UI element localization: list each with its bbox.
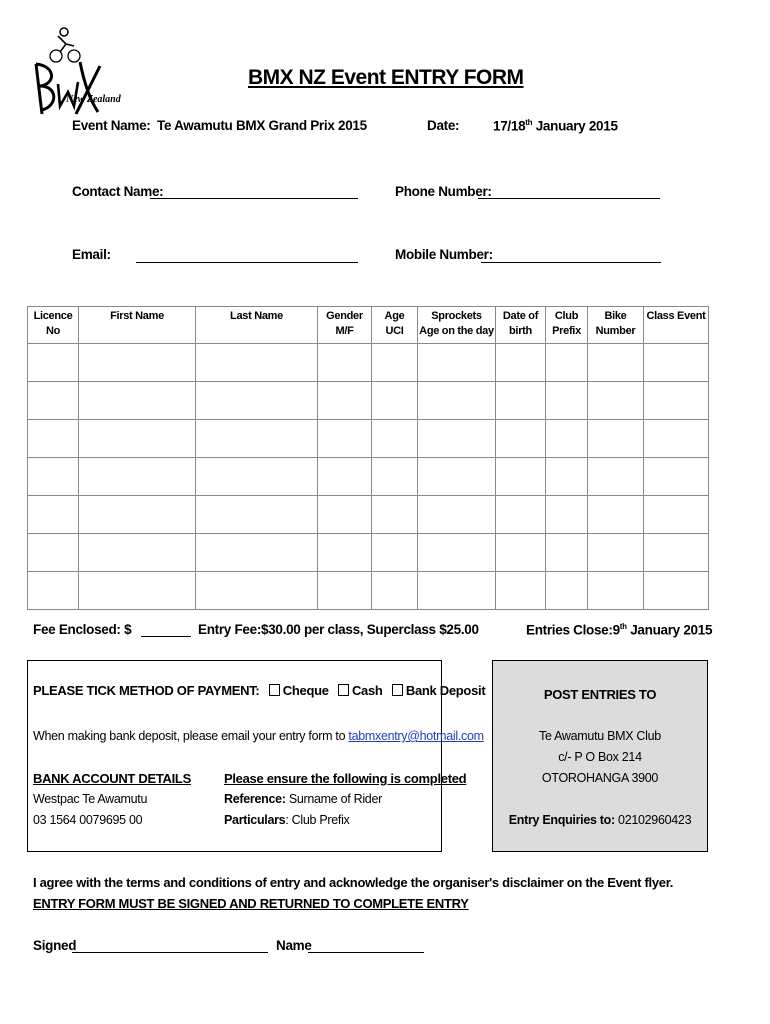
signed-label: Signed [33, 938, 77, 953]
table-cell[interactable] [496, 458, 546, 496]
date-value-prefix: 17/18 [493, 118, 526, 134]
cheque-label: Cheque [282, 683, 329, 698]
mobile-number-field[interactable] [481, 262, 661, 263]
table-cell[interactable] [318, 496, 372, 534]
bank-deposit-note [33, 729, 484, 743]
column-header-gender: Gender M/F [318, 307, 372, 344]
table-row [28, 496, 709, 534]
contact-name-field[interactable] [150, 198, 358, 199]
table-cell[interactable] [196, 534, 318, 572]
bank-name: Westpac Te Awamutu [33, 792, 148, 806]
table-cell[interactable] [588, 534, 644, 572]
phone-number-label: Phone Number: [395, 184, 492, 199]
particulars-value: : Club Prefix [285, 813, 350, 827]
bank-email-link[interactable]: tabmxentry@hotmail.com [348, 729, 484, 743]
table-cell[interactable] [588, 344, 644, 382]
table-cell[interactable] [79, 534, 196, 572]
table-cell[interactable] [372, 572, 418, 610]
table-cell[interactable] [79, 344, 196, 382]
reference-label: Reference: [224, 792, 286, 806]
table-cell[interactable] [79, 382, 196, 420]
payment-method-row [33, 683, 485, 698]
table-cell[interactable] [496, 534, 546, 572]
table-cell[interactable] [28, 572, 79, 610]
table-cell[interactable] [546, 496, 588, 534]
table-cell[interactable] [418, 344, 496, 382]
column-header-club-prefix: Club Prefix [546, 307, 588, 344]
table-cell[interactable] [496, 420, 546, 458]
table-cell[interactable] [644, 572, 709, 610]
table-cell[interactable] [496, 382, 546, 420]
table-cell[interactable] [588, 420, 644, 458]
cash-label: Cash [351, 683, 383, 698]
payment-method-heading: PLEASE TICK METHOD OF PAYMENT: [33, 683, 260, 698]
table-cell[interactable] [644, 458, 709, 496]
ensure-heading: Please ensure the following is completed [224, 771, 467, 786]
enquiries-label: Entry Enquiries to: [508, 813, 615, 827]
table-cell[interactable] [546, 534, 588, 572]
table-cell[interactable] [28, 382, 79, 420]
account-number: 03 1564 0079695 00 [33, 813, 143, 827]
table-cell[interactable] [372, 344, 418, 382]
column-header-last-name: Last Name [196, 307, 318, 344]
entries-close-suffix: January 2015 [626, 622, 713, 638]
table-header-row [28, 307, 709, 344]
table-row [28, 572, 709, 610]
table-cell[interactable] [418, 382, 496, 420]
email-field[interactable] [136, 262, 358, 263]
column-header-age: Age UCI [372, 307, 418, 344]
fee-enclosed-label: Fee Enclosed: $ [33, 622, 132, 637]
reference-row [224, 792, 382, 806]
table-cell[interactable] [28, 458, 79, 496]
table-cell[interactable] [196, 344, 318, 382]
table-row [28, 458, 709, 496]
post-entries-box [492, 660, 708, 852]
table-cell[interactable] [644, 534, 709, 572]
table-cell[interactable] [196, 382, 318, 420]
entries-close-sup: th [619, 622, 627, 631]
table-cell[interactable] [196, 572, 318, 610]
entries-table [27, 306, 709, 610]
table-cell[interactable] [546, 344, 588, 382]
table-cell[interactable] [546, 458, 588, 496]
table-cell[interactable] [79, 572, 196, 610]
logo-subtitle: New Zealand [66, 94, 121, 105]
column-header-date-of-birth: Date of birth [496, 307, 546, 344]
column-header-first-name: First Name [79, 307, 196, 344]
table-cell[interactable] [318, 534, 372, 572]
mobile-number-label: Mobile Number: [395, 247, 493, 262]
table-cell[interactable] [318, 382, 372, 420]
particulars-row [224, 813, 350, 827]
table-cell[interactable] [496, 496, 546, 534]
table-row [28, 382, 709, 420]
table-cell[interactable] [318, 420, 372, 458]
event-name-value: Te Awamutu BMX Grand Prix 2015 [157, 118, 367, 133]
bank-details-heading: BANK ACCOUNT DETAILS [33, 771, 191, 786]
table-cell[interactable] [418, 458, 496, 496]
table-row [28, 420, 709, 458]
name-label: Name [276, 938, 312, 953]
date-value-suffix: January 2015 [532, 118, 618, 134]
email-label: Email: [72, 247, 111, 262]
contact-name-label: Contact Name: [72, 184, 164, 199]
column-header-sprockets: Sprockets Age on the day [418, 307, 496, 344]
table-cell[interactable] [372, 382, 418, 420]
cheque-checkbox[interactable] [269, 684, 280, 696]
agreement-statement: I agree with the terms and conditions of entry and acknowledge the organiser's disclaimer on the Event flyer. [33, 875, 674, 890]
table-cell[interactable] [318, 344, 372, 382]
table-cell[interactable] [418, 496, 496, 534]
bank-note-text: When making bank deposit, please email your entry form to [33, 729, 349, 743]
cash-checkbox[interactable] [338, 684, 349, 696]
column-header-bike-number: Bike Number [588, 307, 644, 344]
reference-value: Surname of Rider [288, 792, 382, 806]
table-cell[interactable] [644, 420, 709, 458]
table-cell[interactable] [79, 496, 196, 534]
post-entries-heading: POST ENTRIES TO [543, 687, 657, 702]
table-cell[interactable] [196, 420, 318, 458]
bank-deposit-checkbox[interactable] [392, 684, 403, 696]
entries-close-text [526, 622, 712, 638]
table-cell[interactable] [418, 572, 496, 610]
form-title: BMX NZ Event ENTRY FORM [248, 66, 524, 89]
date-value [493, 118, 618, 134]
table-cell[interactable] [588, 496, 644, 534]
entry-fee-text: Entry Fee:$30.00 per class, Superclass $25.00 [198, 622, 479, 637]
table-cell[interactable] [196, 496, 318, 534]
fee-enclosed-field[interactable] [141, 636, 191, 637]
event-name-label: Event Name: [72, 118, 151, 133]
date-label: Date: [427, 118, 460, 133]
table-cell[interactable] [28, 496, 79, 534]
entry-enquiries [493, 813, 707, 827]
table-cell[interactable] [372, 458, 418, 496]
column-header-class-event: Class Event [644, 307, 709, 344]
table-cell[interactable] [79, 458, 196, 496]
table-cell[interactable] [418, 534, 496, 572]
table-cell[interactable] [28, 344, 79, 382]
table-cell[interactable] [28, 534, 79, 572]
bank-deposit-label: Bank Deposit [405, 683, 486, 698]
table-cell[interactable] [79, 420, 196, 458]
entries-close-prefix: Entries Close:9 [526, 622, 620, 638]
table-cell[interactable] [372, 420, 418, 458]
address-line-1: Te Awamutu BMX Club [539, 729, 661, 743]
table-row [28, 344, 709, 382]
payment-box [27, 660, 486, 852]
table-cell[interactable] [546, 382, 588, 420]
table-cell[interactable] [318, 458, 372, 496]
table-cell[interactable] [588, 382, 644, 420]
table-cell[interactable] [496, 344, 546, 382]
particulars-label: Particulars [224, 813, 286, 827]
table-cell[interactable] [588, 572, 644, 610]
phone-number-field[interactable] [478, 198, 660, 199]
name-field[interactable] [308, 952, 424, 953]
table-cell[interactable] [28, 420, 79, 458]
signature-field[interactable] [72, 952, 268, 953]
address-line-3: OTOROHANGA 3900 [541, 771, 659, 785]
table-cell[interactable] [318, 572, 372, 610]
table-cell[interactable] [372, 534, 418, 572]
table-cell[interactable] [372, 496, 418, 534]
table-cell[interactable] [644, 344, 709, 382]
rider-icon [28, 22, 118, 122]
table-row [28, 534, 709, 572]
bmx-nz-logo [28, 22, 121, 122]
table-cell[interactable] [644, 496, 709, 534]
table-cell[interactable] [546, 572, 588, 610]
address-line-2: c/- P O Box 214 [558, 750, 642, 764]
column-header-licence: Licence No [28, 307, 79, 344]
table-cell[interactable] [546, 420, 588, 458]
date-value-sup: th [525, 118, 533, 127]
table-cell[interactable] [418, 420, 496, 458]
table-cell[interactable] [196, 458, 318, 496]
agreement-instruction: ENTRY FORM MUST BE SIGNED AND RETURNED TO COMPLETE ENTRY [33, 896, 469, 911]
table-cell[interactable] [496, 572, 546, 610]
table-cell[interactable] [644, 382, 709, 420]
enquiries-phone: 02102960423 [614, 813, 692, 827]
table-cell[interactable] [588, 458, 644, 496]
